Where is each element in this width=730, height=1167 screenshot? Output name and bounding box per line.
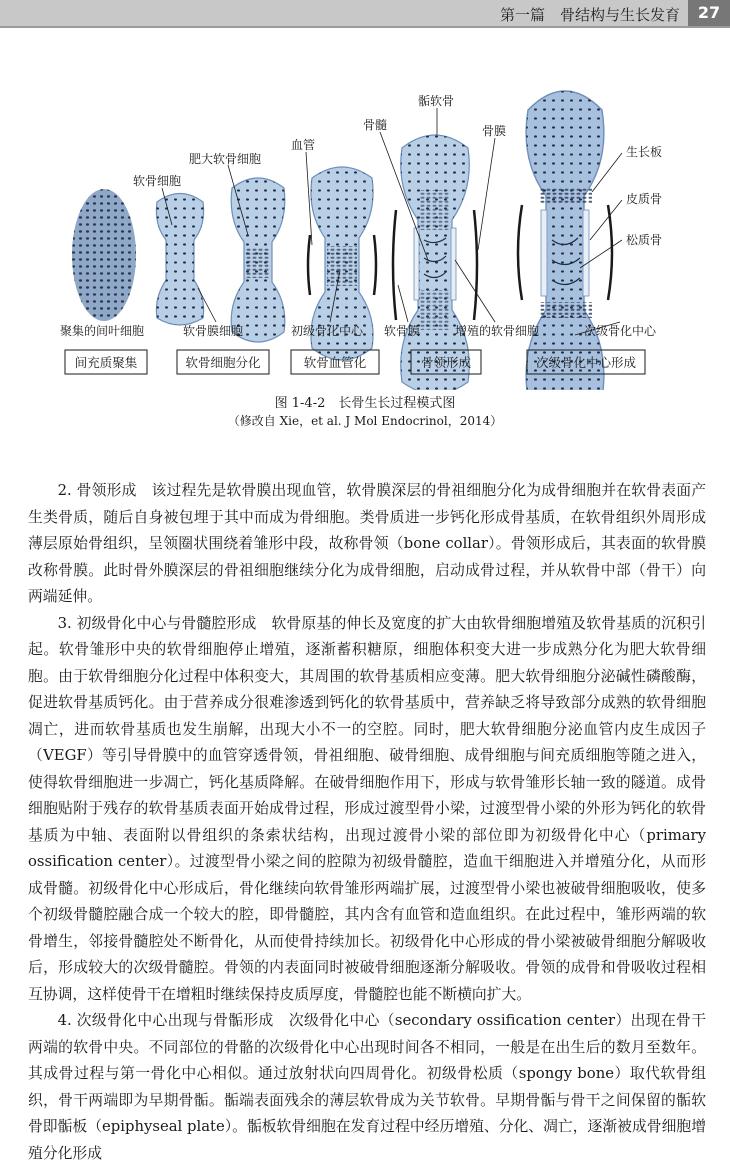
label-hypertrophic-chondrocyte: 肥大软骨细胞 [189,152,262,166]
label-secondary-ossification-center: 次级骨化中心 [584,324,657,338]
label-bone-marrow: 骨髓 [363,118,388,132]
stage3-hypertrophic [231,178,285,342]
label-blood-vessel: 血管 [291,138,316,152]
label-primary-ossification-center: 初级骨化中心 [291,324,364,338]
page-header [0,0,730,28]
label-cancellous-bone: 松质骨 [626,233,663,247]
label-epiphyseal-cartilage: 骺软骨 [418,94,455,108]
stage6-secondary-ossification [518,91,612,390]
label-cortical-bone: 皮质骨 [626,192,663,206]
stage5-bone-collar [393,135,477,390]
stage-label-4: 骨领形成 [420,355,472,370]
label-periosteum: 骨膜 [482,124,507,138]
label-mesenchymal-cells: 聚集的间叶细胞 [60,324,145,338]
running-title: 第一篇 骨结构与生长发育 [499,6,680,24]
label-perichondrium: 软骨膜 [384,324,421,338]
figure-long-bone-growth [0,60,730,390]
label-perichondrial-cells: 软骨膜细胞 [183,324,244,338]
figure-source: （修改自 Xie，et al. J Mol Endocrinol，2014） [227,414,503,428]
label-growth-plate: 生长板 [626,145,663,159]
stage1-mesenchyme [72,189,136,321]
stage-label-1: 间充质聚集 [74,355,138,370]
stage2-cartilage [156,194,203,326]
paragraph-primary-ossification: 3. 初级骨化中心与骨髓腔形成 软骨原基的伸长及宽度的扩大由软骨细胞增殖及软骨基质的沉积引起。软骨雏形中央的软骨细胞停止增殖，逐渐蓄积糖原，细胞体积变大进一步成熟分化为肥大软骨细胞。由于软骨细胞分化过程中体积变大，其周围的软骨基质相应变薄。肥大软骨细胞分泌碱性磷酸酶，促进软骨基质钙化。由于营养成分很难渗透到钙化的软骨基质中，营养缺乏将导致部分成熟的软骨细胞凋亡，进而软骨基质也发生崩解，出现大小不一的空腔。同时，肥大软骨细胞分泌血管内皮生成因子（VEGF）等引导骨膜中的血管穿透骨领，骨祖细胞、破骨细胞、成骨细胞与间充质细胞等随之进入，使得软骨细胞进一步凋亡，钙化基质降解。在破骨细胞作用下，形成与软骨雏形长轴一致的隧道。成骨细胞贴附于残存的软骨基质表面开始成骨过程，形成过渡型骨小梁，过渡型骨小梁的外形为钙化的软骨基质为中轴、表面附以骨组织的条索状结构，出现过渡骨小梁的部位即为初级骨化中心（primary ossification center）。过渡型骨小梁之间的腔隙为初级骨髓腔，造血干细胞进入并增殖分化，从而形成骨髓。初级骨化中心形成后，骨化继续向软骨雏形两端扩展，过渡型骨小梁也被破骨细胞吸收，使多个初级骨髓腔融合成一个较大的腔，即骨髓腔，其内含有血管和造血组织。在此过程中，雏形两端的软骨增生，邻接骨髓腔处不断骨化，从而使骨持续加长。初级骨化中心形成的骨小梁被破骨细胞分解吸收后，形成较大的次级骨髓腔。骨领的内表面同时被破骨细胞逐渐分解吸收。骨领的成骨和骨吸收过程相互协调，这样使骨干在增粗时继续保持皮质厚度，骨髓腔也能不断横向扩大。 [28,614,706,1003]
page-number: 27 [688,0,730,26]
stage-label-3: 软骨血管化 [303,355,367,370]
body-text [28,478,706,1167]
stage-label-5: 次级骨化中心形成 [535,355,637,370]
stage-label-2: 软骨细胞分化 [185,355,261,370]
label-chondrocyte: 软骨细胞 [133,174,182,188]
figure-caption: 图 1-4-2 长骨生长过程模式图 [274,396,456,411]
label-proliferating-chondrocytes: 增殖的软骨细胞 [455,324,540,338]
paragraph-secondary-ossification: 4. 次级骨化中心出现与骨骺形成 次级骨化中心（secondary ossification center）出现在骨干两端的软骨中央。不同部位的骨骼的次级骨化中心出现时间各不相同，一般是在出生后的数月至数年。其成骨过程与第一骨化中心相似。通过放射状向四周骨化。初级骨松质（spongy bone）取代软骨组织，骨干两端即为早期骨骺。骺端表面残余的薄层软骨成为关节软骨。早期骨骺与骨干之间保留的骺软骨即骺板（epiphyseal plate）。骺板软骨细胞在发育过程中经历增殖、分化、凋亡，逐渐被成骨细胞增殖分化形成 [28,1012,706,1162]
paragraph-bone-collar: 2. 骨领形成 该过程先是软骨膜出现血管，软骨膜深层的骨祖细胞分化为成骨细胞并在软骨表面产生类骨质，随后自身被包埋于其中而成为骨细胞。类骨质进一步钙化形成骨基质，在软骨组织外周形成薄层原始骨组织，呈领圈状围绕着雏形中段，故称骨领（bone collar）。骨领形成后，其表面的软骨膜改称骨膜。此时骨外膜深层的骨祖细胞继续分化为成骨细胞，启动成骨过程，并从软骨中部（骨干）向两端延伸。 [28,482,706,605]
